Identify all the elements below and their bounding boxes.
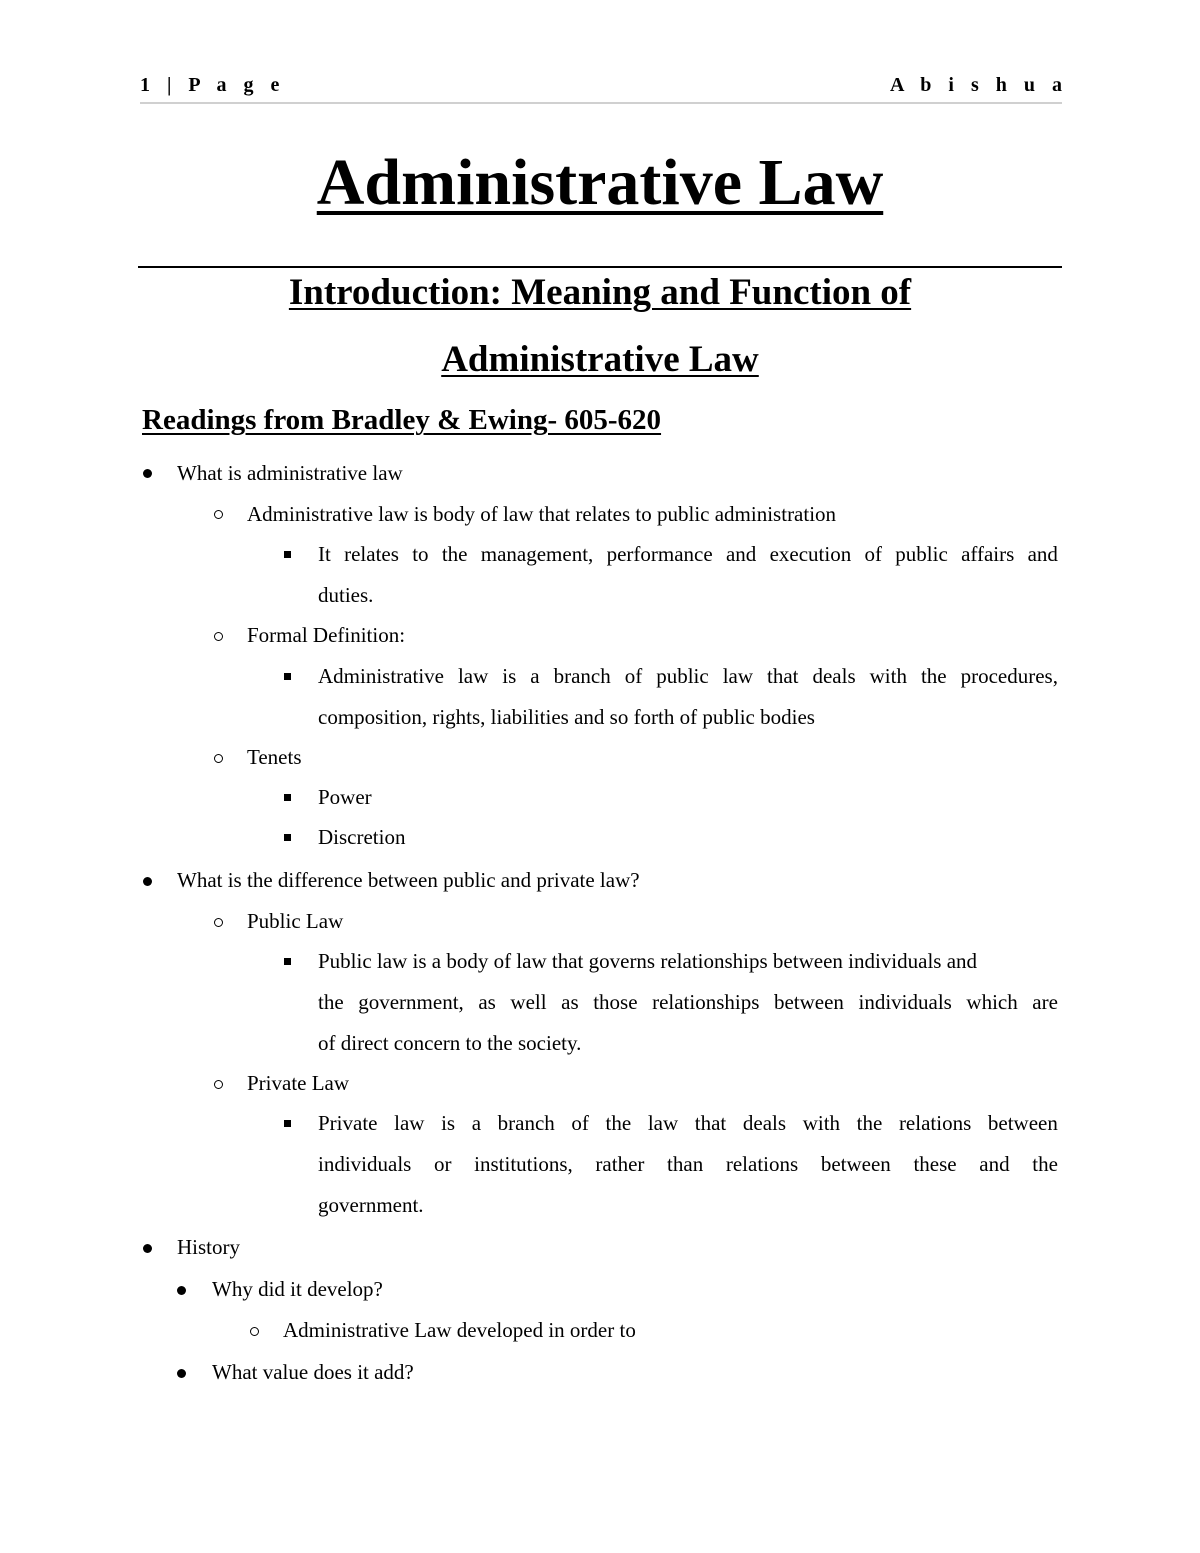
list-item-q3-a: Why did it develop? (212, 1277, 383, 1301)
list-item-q2-a1-line1: Public law is a body of law that governs relationships between individuals and (318, 949, 978, 973)
section-heading-line2: Administrative Law (441, 339, 759, 380)
section-heading-line1: Introduction: Meaning and Function of (288, 272, 912, 313)
bullet-circle-icon (214, 632, 223, 641)
word: a (530, 664, 540, 688)
list-item-q1-c1: Power (318, 785, 372, 809)
bullet-disc-icon (143, 877, 152, 886)
word: individuals (318, 1152, 412, 1176)
word: which (966, 990, 1018, 1014)
list-item-q2-a1-line3: of direct concern to the society. (318, 1031, 582, 1055)
list-item-q1-a1-line2: duties. (318, 583, 374, 607)
word: and (1027, 542, 1058, 566)
list-item-q2-b1-line1 (318, 1109, 1058, 1137)
word: law (647, 1111, 679, 1135)
list-item-q1-b: Formal Definition: (247, 623, 406, 647)
list-item-q1-b1-line2: composition, rights, liabilities and so forth of public bodies (318, 705, 815, 729)
word: to (412, 542, 429, 566)
word: Administrative (318, 664, 444, 688)
word: deals (742, 1111, 787, 1135)
word: than (667, 1152, 704, 1176)
word: the (605, 1111, 632, 1135)
list-item-q2: What is the difference between public and private law? (177, 868, 640, 892)
bullet-circle-icon (214, 754, 223, 763)
word: that (767, 664, 799, 688)
word: branch (553, 664, 611, 688)
word: with (869, 664, 907, 688)
word: and (979, 1152, 1010, 1176)
word: of (571, 1111, 589, 1135)
word: these (913, 1152, 957, 1176)
word: of (624, 664, 643, 688)
bullet-circle-icon (214, 1080, 223, 1089)
list-item-q1-b1-line1 (318, 662, 1058, 690)
list-item-q1-a1-line1 (318, 540, 1058, 568)
word: are (1032, 990, 1058, 1014)
list-item-q2-a1-line2 (318, 988, 1058, 1016)
bullet-disc-icon (143, 1244, 152, 1253)
word: the (1032, 1152, 1058, 1176)
list-item-q1: What is administrative law (177, 461, 403, 485)
list-item-q2-b1-line3: government. (318, 1193, 424, 1217)
bullet-square-icon (284, 958, 291, 965)
word: relates (344, 542, 399, 566)
word: the (441, 542, 468, 566)
bullet-square-icon (284, 551, 291, 558)
bullet-disc-icon (143, 469, 152, 478)
word: public (895, 542, 948, 566)
bullet-circle-icon (214, 918, 223, 927)
bullet-circle-icon (214, 510, 223, 519)
bullet-square-icon (284, 794, 291, 801)
word: a (471, 1111, 482, 1135)
list-item-q1-a: Administrative law is body of law that relates to public administration (247, 502, 837, 526)
list-item-q1-c: Tenets (247, 745, 302, 769)
word: those (593, 990, 638, 1014)
word: as (561, 990, 579, 1014)
word: well (510, 990, 547, 1014)
word: procedures, (960, 664, 1058, 688)
word: and (725, 542, 757, 566)
word: relations (725, 1152, 799, 1176)
word: deals (812, 664, 856, 688)
word: rather (595, 1152, 645, 1176)
list-item-q3-b: What value does it add? (212, 1360, 414, 1384)
word: law (722, 664, 754, 688)
list-item-q1-c2: Discretion (318, 825, 406, 849)
word: law (457, 664, 489, 688)
word: that (694, 1111, 727, 1135)
page-header (140, 74, 1068, 104)
word: with (802, 1111, 841, 1135)
word: law (394, 1111, 425, 1135)
word: execution (769, 542, 852, 566)
word: Private (318, 1111, 378, 1135)
list-item-q3: History (177, 1235, 240, 1259)
word: the (920, 664, 947, 688)
word: public (656, 664, 709, 688)
word: or (434, 1152, 452, 1176)
word: between (773, 990, 844, 1014)
bullet-square-icon (284, 834, 291, 841)
word: is (502, 664, 517, 688)
word: as (478, 990, 496, 1014)
bullet-disc-icon (177, 1286, 186, 1295)
word: affairs (961, 542, 1015, 566)
bullet-square-icon (284, 1120, 291, 1127)
word: the (318, 990, 344, 1014)
bullet-circle-icon (250, 1327, 259, 1336)
list-item-q2-b1-line2 (318, 1150, 1058, 1178)
word: relations (898, 1111, 972, 1135)
word: performance (606, 542, 713, 566)
word: relationships (652, 990, 760, 1014)
word: of (864, 542, 882, 566)
list-item-q2-b: Private Law (247, 1071, 350, 1095)
word: branch (497, 1111, 555, 1135)
title-divider (138, 266, 1062, 268)
word: institutions, (474, 1152, 573, 1176)
word: individuals (858, 990, 952, 1014)
word: the (856, 1111, 883, 1135)
bullet-square-icon (284, 673, 291, 680)
list-item-q3-a1: Administrative Law developed in order to (283, 1318, 636, 1342)
author-name: A b i s h u a (889, 74, 1068, 96)
bullet-disc-icon (177, 1369, 186, 1378)
document-title: Administrative Law (316, 146, 884, 219)
page-number: 1 | P a g e (140, 74, 286, 96)
word: between (820, 1152, 891, 1176)
word: is (441, 1111, 456, 1135)
word: It (318, 542, 331, 566)
word: between (987, 1111, 1058, 1135)
word: government, (358, 990, 464, 1014)
list-item-q2-a: Public Law (247, 909, 344, 933)
readings-heading: Readings from Bradley & Ewing- 605-620 (142, 404, 662, 436)
word: management, (480, 542, 594, 566)
